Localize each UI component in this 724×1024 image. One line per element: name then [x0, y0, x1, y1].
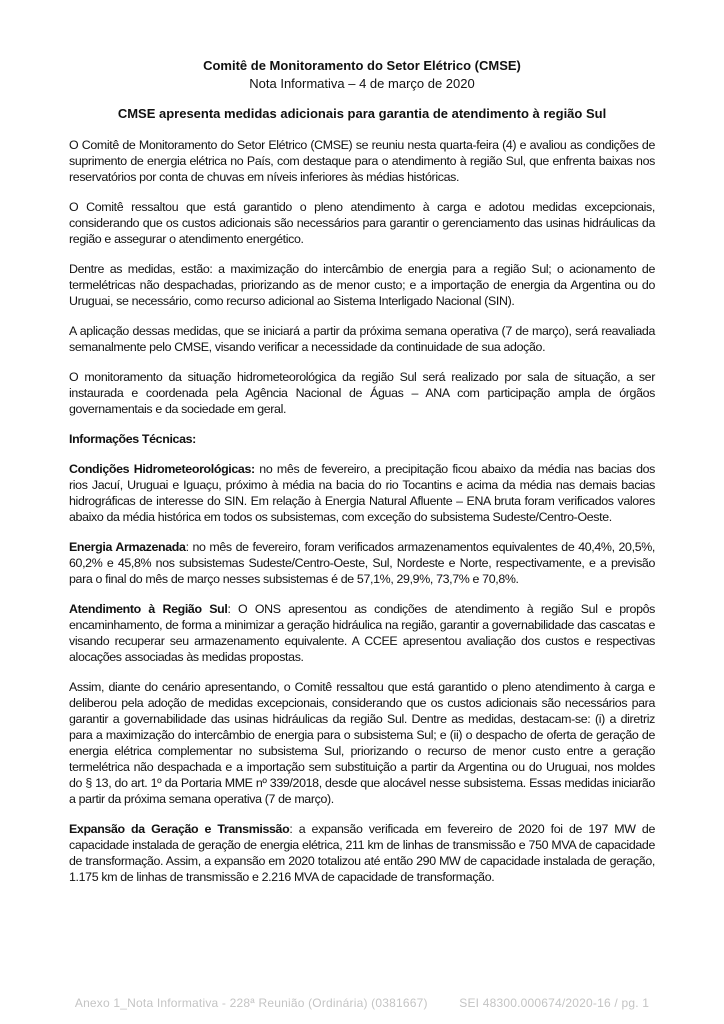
document-subtitle: Nota Informativa – 4 de março de 2020 — [249, 76, 475, 91]
paragraph-3: Dentre as medidas, estão: a maximização do intercâmbio de energia para a região Sul; o acionamento de termelétricas não despachadas, priorizando as de menor custo; e a importação de energia da Argentina ou do Uruguai, se necessário, como recurso adicional ao Sistema Interligado Nacional (SIN). — [69, 262, 655, 308]
footer-sei-reference: SEI 48300.000674/2020-16 / pg. 1 — [459, 996, 650, 1010]
organization-title: Comitê de Monitoramento do Setor Elétrico (CMSE) — [203, 58, 521, 73]
expansion-text: : a expansão verificada em fevereiro de 2020 foi de 197 MW de capacidade instalada de geração de energia elétrica, 211 km de linhas de transmissão e 750 MVA de capacidade de transformação. Assim, a expansão em 2020 totalizou até então 290 MW de capacidade instalada de geração, 1.175 km de linhas de transmissão e 2.216 MVA de capacidade de transformação. — [69, 822, 655, 884]
section-heading — [69, 431, 655, 447]
paragraph-south-region — [69, 601, 655, 665]
section-heading-text: Informações Técnicas: — [69, 432, 196, 446]
stored-energy-label: Energia Armazenada — [69, 540, 186, 554]
paragraph-5: O monitoramento da situação hidrometeorológica da região Sul será realizado por sala de situação, a ser instaurada e coordenada pela Agência Nacional de Águas – ANA com participação ampla de órgãos governamentais e da sociedade em geral. — [69, 370, 655, 416]
document-body — [69, 137, 655, 899]
hydrometeorological-text: no mês de fevereiro, a precipitação ficou abaixo da média nas bacias dos rios Jacuí, Uruguai e Iguaçu, próximo à média na bacia do rio Tocantins e acima da média nas demais bacias hidrográficas de interesse do SIN. Em relação à Energia Natural Afluente – ENA bruta foram verificados valores abaixo da média histórica em todos os subsistemas, com exceção do subsistema Sudeste/Centro-Oeste. — [69, 462, 655, 524]
page-footer — [0, 996, 724, 1010]
paragraph-9: Assim, diante do cenário apresentando, o Comitê ressaltou que está garantido o pleno atendimento à carga e deliberou pela adoção de medidas excepcionais, considerando que os custos adicionais são necessários para garantir a governabilidade das usinas hidráulicas da região Sul. Dentre as medidas, destacam-se: (i) a diretriz para a maximização do intercâmbio de energia para o subsistema Sul; e (ii) o despacho de oferta de geração de energia elétrica complementar no subsistema Sul, priorizando o recurso de menor custo entre a geração termelétrica não despachada e a importação sem substituição a partir da Argentina ou do Uruguai, nos moldes do § 13, do art. 1º da Portaria MME nº 339/2018, desde que alocável nesse subsistema. Essas medidas iniciarão a partir da próxima semana operativa (7 de março). — [69, 680, 655, 806]
south-region-label: Atendimento à Região Sul — [69, 602, 228, 616]
paragraph-hydrometeorological — [69, 461, 655, 525]
paragraph-1: O Comitê de Monitoramento do Setor Elétrico (CMSE) se reuniu nesta quarta-feira (4) e avaliou as condições de suprimento de energia elétrica no País, com destaque para o atendimento à região Sul, que enfrenta baixas nos reservatórios por conta de chuvas em níveis inferiores às médias históricas. — [69, 138, 655, 184]
paragraph-2: O Comitê ressaltou que está garantido o pleno atendimento à carga e adotou medidas excepcionais, considerando que os custos adicionais são necessários para garantir o gerenciamento das usinas hidráulicas da região e assegurar o atendimento energético. — [69, 200, 655, 246]
hydrometeorological-label: Condições Hidrometeorológicas: — [69, 462, 255, 476]
paragraph-expansion — [69, 821, 655, 885]
south-region-text: : O ONS apresentou as condições de atendimento à região Sul e propôs encaminhamento, de forma a minimizar a geração hidráulica na região, garantir a governabilidade das cascatas e visando recuperar seu armazenamento equivalente. A CCEE apresentou avaliação dos custos e respectivas alocações associadas às medidas propostas. — [69, 602, 655, 664]
document-title: CMSE apresenta medidas adicionais para garantia de atendimento à região Sul — [117, 106, 607, 121]
footer-attachment: Anexo 1_Nota Informativa - 228ª Reunião (Ordinária) (0381667) — [74, 996, 428, 1010]
stored-energy-text: : no mês de fevereiro, foram verificados armazenamentos equivalentes de 40,4%, 20,5%, 60,2% e 45,8% nos subsistemas Sudeste/Centro-Oeste, Sul, Nordeste e Norte, respectivamente, e a previsão para o final do mês de março nesses subsistemas é de 57,1%, 29,9%, 73,7% e 70,8%. — [69, 540, 655, 586]
paragraph-4: A aplicação dessas medidas, que se iniciará a partir da próxima semana operativa (7 de março), será reavaliada semanalmente pelo CMSE, visando verificar a necessidade da continuidade de sua adoção. — [69, 324, 655, 354]
paragraph-stored-energy — [69, 539, 655, 587]
expansion-label: Expansão da Geração e Transmissão — [69, 822, 290, 836]
